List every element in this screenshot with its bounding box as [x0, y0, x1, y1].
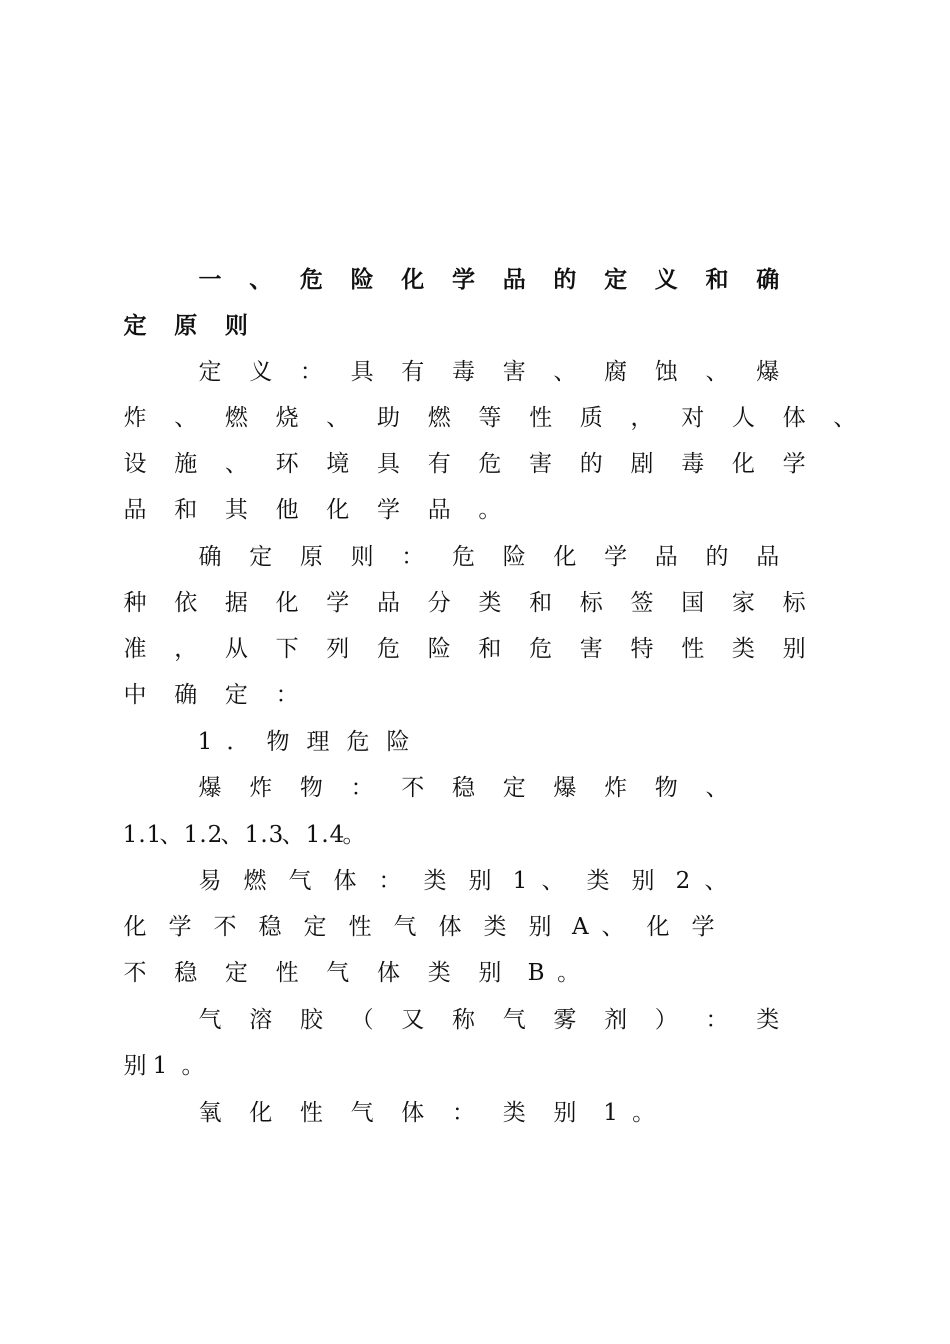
flammable-gas-line-2: 化 学 不 稳 定 性 气 体 类 别 A 、 化 学 [123, 914, 715, 940]
principle-line-2: 种 依 据 化 学 品 分 类 和 标 签 国 家 标 [123, 590, 806, 616]
flammable-gas-line-1: 易 燃 气 体 ： 类 别 1 、 类 别 2 、 [198, 868, 728, 894]
oxidizing-gas-line-1: 氧 化 性 气 体 ： 类 别 1 。 [198, 1100, 656, 1126]
explosives-line-2: 1 . 1 、 1 . 2 、 1 . 3 、 1 . 4 。 [122, 822, 366, 848]
definition-line-1: 定 义 ： 具 有 毒 害 、 腐 蚀 、 爆 [198, 359, 780, 385]
explosives-line-1: 爆 炸 物 ： 不 稳 定 爆 炸 物 、 [198, 775, 729, 801]
aerosol-line-2: 别 1 。 [123, 1053, 205, 1079]
aerosol-line-1: 气 溶 胶 （ 又 称 气 雾 剂 ） ： 类 [198, 1007, 780, 1033]
definition-line-2: 炸 、 燃 烧 、 助 燃 等 性 质 ， 对 人 体 、 [123, 405, 857, 431]
principle-line-3: 准 ， 从 下 列 危 险 和 危 害 特 性 类 别 [123, 636, 806, 662]
principle-line-1: 确 定 原 则 ： 危 险 化 学 品 的 品 [198, 544, 780, 570]
heading-line-2: 定 原 则 [123, 313, 248, 339]
definition-line-4: 品 和 其 他 化 学 品 。 [123, 497, 502, 523]
heading-line-1: 一 、 危 险 化 学 品 的 定 义 和 确 [198, 267, 780, 293]
section-1-title: 1 ． 物 理 危 险 [197, 729, 410, 755]
flammable-gas-line-3: 不 稳 定 性 气 体 类 别 B 。 [123, 960, 581, 986]
definition-line-3: 设 施 、 环 境 具 有 危 害 的 剧 毒 化 学 [123, 451, 806, 477]
principle-line-4: 中 确 定 ： [123, 682, 299, 708]
